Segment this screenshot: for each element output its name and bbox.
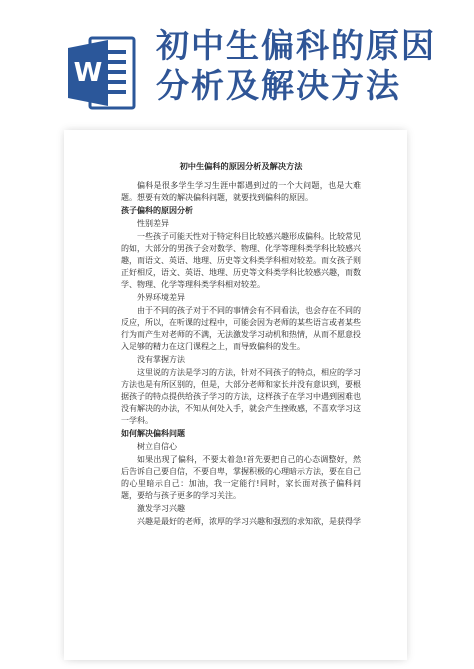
banner-title-line2: 分析及解决方法 bbox=[156, 66, 401, 105]
svg-text:W: W bbox=[73, 58, 103, 88]
intro-paragraph: 偏科是很多学生学习生涯中都遇到过的一个大问题，也是大难题。想要有效的解决偏科问题，就要找到偏科的原因。 bbox=[121, 181, 361, 202]
paragraph-gender: 一些孩子可能天性对于特定科目比较感兴趣形成偏科。比较常见的如，大部分的男孩子会对数学、物理、化学等理科类学科比较感兴趣，而语文、英语、地理、历史等文科类学科相对较差。而女孩子则正好相反，语文、英语、地理、历史等文科类学科比较感兴趣，而数学、物理、化学等理科类学科相对较差。 bbox=[121, 232, 361, 289]
header-banner bbox=[0, 0, 474, 130]
subheading-gender: 性别差异 bbox=[137, 219, 169, 228]
banner-title-line1: 初中生偏科的原因 bbox=[156, 26, 436, 65]
subheading-interest: 激发学习兴趣 bbox=[137, 504, 185, 513]
banner-title bbox=[156, 26, 456, 106]
subheading-environment: 外界环境差异 bbox=[137, 293, 185, 302]
document-body bbox=[121, 160, 361, 529]
paragraph-interest: 兴趣是最好的老师，浓厚的学习兴趣和强烈的求知欲，是获得学 bbox=[137, 517, 361, 526]
document-page bbox=[64, 130, 407, 660]
word-icon bbox=[68, 34, 136, 112]
section-heading-causes: 孩子偏科的原因分析 bbox=[121, 206, 193, 215]
paragraph-environment: 由于不同的孩子对于不同的事情会有不同看法，也会存在不同的反应，所以，在听课的过程中，可能会因为老师的某些语言或者某些行为而产生对老师的不满，无法激发学习动机和热情，从而不愿意投入足够的精力在这门课程之上，而导致偏科的发生。 bbox=[121, 306, 361, 351]
paragraph-method: 这里说的方法是学习的方法，针对不同孩子的特点，相应的学习方法也是有所区别的，但是，大部分老师和家长并没有意识到，要根据孩子的特点提供给孩子学习的方法，这样孩子在学习中遇到困难也没有解决的办法，不知从何处入手，就会产生挫败感，不喜欢学习这一学科。 bbox=[121, 368, 361, 425]
paragraph-confidence: 如果出现了偏科，不要太着急!首先要把自己的心态调整好，然后告诉自己要自信，不要自卑，掌握积极的心理暗示方法，要在自己的心里暗示自己：加油，我一定能行!同时，家长面对孩子偏科问题，要给与孩子更多的学习关注。 bbox=[121, 455, 361, 500]
subheading-method: 没有掌握方法 bbox=[137, 355, 185, 364]
subheading-confidence: 树立自信心 bbox=[137, 442, 177, 451]
document-title: 初中生偏科的原因分析及解决方法 bbox=[179, 161, 303, 171]
section-heading-solutions: 如何解决偏科问题 bbox=[121, 429, 185, 438]
